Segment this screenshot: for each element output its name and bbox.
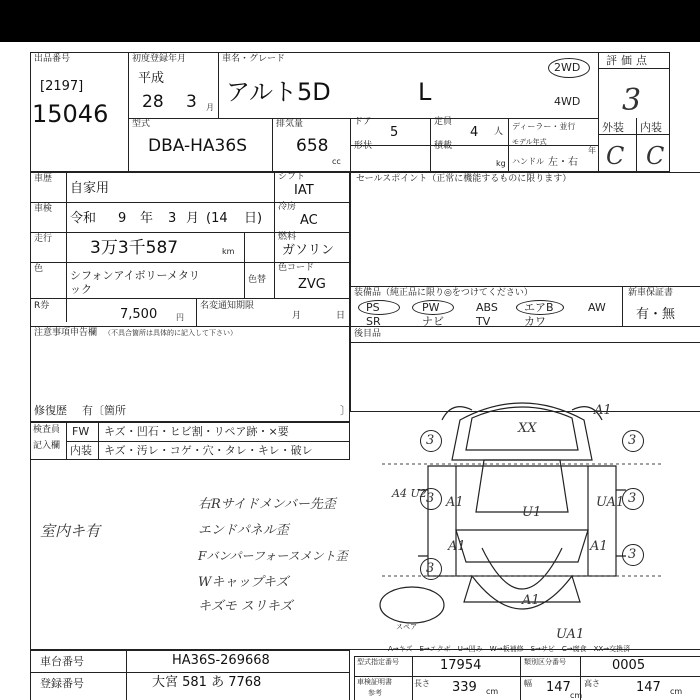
model-grade: L: [418, 78, 432, 106]
diagram-tire-mark: 3: [426, 433, 435, 448]
length-value: 339: [452, 680, 477, 695]
rating-int-label: 内装: [640, 121, 662, 134]
equip-item: TV: [476, 315, 491, 328]
spec-doors: 5: [390, 125, 399, 140]
diagram-damage-mark: UA1: [596, 495, 625, 510]
diagram-damage-mark: XX: [518, 421, 537, 436]
model-label: 車名・グレード: [222, 54, 286, 64]
height-value: 147: [636, 680, 661, 695]
top-black-bar: [0, 0, 700, 42]
spec-seats: 4: [470, 125, 479, 140]
drive-4wd: 4WD: [554, 95, 581, 108]
rating-score: 3: [622, 83, 642, 118]
rating-label: 評価点: [606, 54, 651, 67]
equipment-label: 装備品（純正品に限り◎をつけてください）: [354, 288, 533, 298]
equip-item: PS: [366, 301, 380, 314]
width-value: 147: [546, 680, 571, 695]
diagram-damage-mark: U1: [522, 505, 542, 520]
type-label: 型式: [132, 119, 151, 129]
registration-month: 3: [186, 92, 197, 112]
diagram-spare-label: スペア: [396, 623, 417, 631]
inspection-day: (14: [206, 211, 228, 226]
sales-point-label: セールスポイント（正常に機能するものに限ります）: [356, 174, 572, 184]
warranty-value: 有・無: [636, 307, 676, 322]
diagram-tire-mark: 3: [628, 433, 637, 448]
equip-item: AW: [588, 301, 606, 314]
diagram-damage-mark: A1: [594, 403, 612, 418]
info-frame: [30, 172, 350, 422]
notes-label: 注意事項申告欄: [34, 328, 98, 338]
history-value: 自家用: [70, 181, 110, 196]
lot-number: 15046: [32, 100, 109, 128]
handwritten-line5: キズモ スリキズ: [198, 599, 293, 614]
type-value: DBA-HA36S: [148, 136, 247, 156]
drive-2wd: 2WD: [554, 61, 581, 74]
checker-int-items: キズ・汚レ・コゲ・穴・タレ・キレ・破レ: [104, 444, 313, 457]
diagram-damage-mark: A1: [448, 539, 466, 554]
color-code: ZVG: [298, 277, 326, 292]
diagram-tire-mark: 3: [628, 547, 637, 562]
aircon-value: AC: [300, 213, 318, 228]
shift-value: IAT: [294, 183, 314, 198]
diagram-damage-mark: A1: [522, 593, 540, 608]
rating-ext-label: 外装: [602, 121, 624, 134]
equip-item: ナビ: [422, 315, 444, 328]
registration-year: 28: [142, 92, 164, 112]
engine-label: 排気量: [276, 119, 304, 129]
registration-label: 初度登録年月: [132, 54, 187, 64]
equip-item: PW: [422, 301, 440, 314]
checker-fw-items: キズ・凹石・ヒビ割・リペア跡・×要: [104, 425, 289, 438]
equip-ps-circle: [358, 300, 400, 315]
diagram-damage-mark: UA1: [556, 627, 585, 642]
inspection-year: 9: [118, 211, 127, 226]
diagram-legend: A→キズ E→エクボ U→凹み W→板補修 S→サビ C→腐食 XX→交換済: [388, 645, 631, 653]
chassis-value: HA36S-269668: [172, 653, 270, 668]
equip-item: エアB: [524, 301, 554, 314]
diagram-damage-mark: A1: [446, 495, 464, 510]
registration-era: 平成: [138, 71, 165, 86]
handwritten-line4: Wキャップキズ: [198, 575, 289, 590]
fuel-value: ガソリン: [282, 243, 335, 258]
handwritten-line3: Fバンパーフォースメント歪: [198, 549, 348, 563]
diagram-tire-mark: 3: [426, 491, 435, 506]
color-value-2: ック: [70, 283, 92, 296]
lot-code: [2197]: [40, 79, 84, 94]
mileage-value: 3万3千587: [90, 238, 179, 258]
rating-ext: C: [606, 142, 625, 170]
handwritten-line2: エンドパネル歪: [198, 523, 289, 538]
repair-value: 有〔箇所: [82, 404, 126, 417]
handwritten-line1: 右Rサイドメンバー先歪: [198, 497, 336, 512]
inspection-month: 3: [168, 211, 177, 226]
diagram-tire-mark: 3: [628, 491, 637, 506]
recycle-value: 7,500: [120, 307, 158, 322]
model-name: アルト5D: [226, 78, 331, 106]
plate-value: 大宮 581 あ 7768: [152, 675, 262, 690]
equip-item: SR: [366, 315, 381, 328]
handwritten-left: 室内キ有: [40, 522, 101, 540]
designation-value: 17954: [440, 658, 482, 673]
diagram-damage-mark: A1: [590, 539, 608, 554]
diagram-tire-mark: 3: [426, 561, 435, 576]
equip-item: カワ: [524, 315, 546, 328]
diagram-side-note: A4 U2: [392, 487, 427, 500]
equip-airbag-circle: [516, 300, 564, 315]
engine-value: 658: [296, 136, 329, 156]
equip-pw-circle: [412, 300, 454, 315]
rating-int: C: [646, 142, 665, 170]
class-value: 0005: [612, 658, 646, 673]
lot-label: 出品番号: [34, 54, 71, 64]
equip-item: ABS: [476, 301, 498, 314]
color-value-1: シフォンアイボリーメタリ: [70, 269, 200, 282]
